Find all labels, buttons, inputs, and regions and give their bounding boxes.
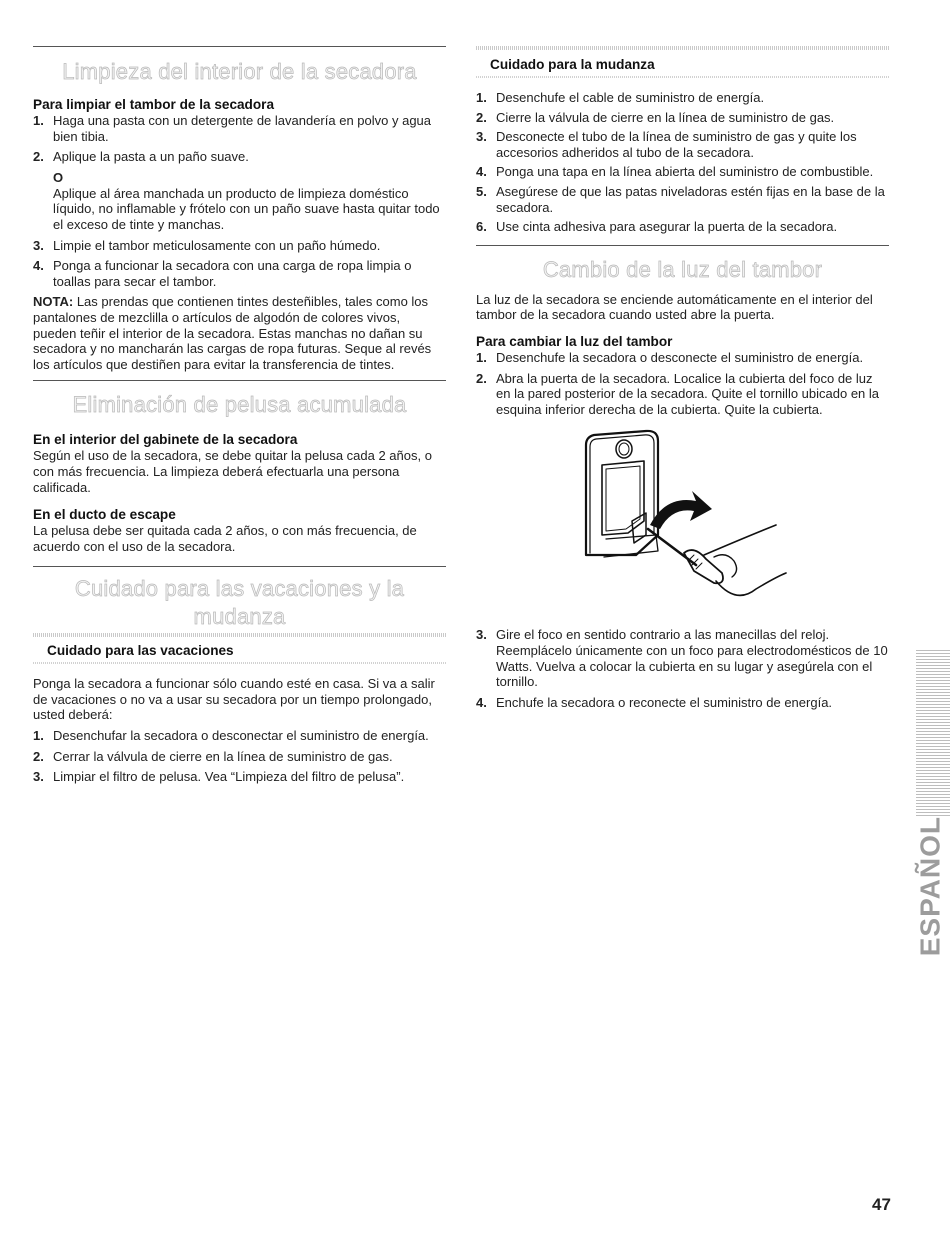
list-item: 1. Desenchufe el cable de suministro de energía. bbox=[476, 90, 765, 105]
alternative-step bbox=[33, 170, 446, 233]
light-cover-removal-icon bbox=[576, 425, 806, 615]
subheading-change-drum-light: Para cambiar la luz del tambor bbox=[476, 333, 673, 349]
clean-drum-steps bbox=[33, 113, 446, 165]
language-side-tab bbox=[916, 648, 950, 816]
list-item: 3. Gire el foco en sentido contrario a las manecillas del reloj. Reemplácelo únicamente con un foco para electrodomésticos de 10 Watts. Vuelva a colocar la cubierta en su lugar y asegúrela con el tornillo. bbox=[476, 627, 888, 690]
list-item: 3. Limpie el tambor meticulosamente con un paño húmedo. bbox=[33, 237, 381, 253]
list-item: 1. Haga una pasta con un detergente de lavandería en polvo y agua bien tibia. bbox=[33, 113, 432, 144]
note-paragraph: NOTA: Las prendas que contienen tintes desteñibles, tales como los pantalones de mezclilla o artículos de algodón de colores vivos, pueden teñir el interior de la secadora. Estas manchas no dañan su secadora y no mancharán las cargas de ropa futuras. Seque al revés los artículos que destiñen para evitar la transferencia de tintes. bbox=[33, 294, 432, 372]
list-item: 6. Use cinta adhesiva para asegurar la puerta de la secadora. bbox=[476, 219, 838, 235]
exhaust-duct-text: La pelusa debe ser quitada cada 2 años, o con más frecuencia, de acuerdo con el uso de la secadora. bbox=[33, 523, 417, 554]
list-item: 2. Abra la puerta de la secadora. Localice la cubierta del foco de luz en la pared posterior de la secadora. Quite el tornillo ubicado en la esquina inferior derecha de la cubierta. Quite la cubierta. bbox=[476, 370, 880, 417]
page-number: 47 bbox=[872, 1195, 891, 1214]
right-column bbox=[476, 46, 889, 710]
section-heading-lint-removal: Eliminación de pelusa acumulada bbox=[72, 392, 407, 418]
list-item: 2. Aplique la pasta a un paño suave. bbox=[33, 149, 249, 165]
drum-light-steps bbox=[476, 350, 889, 417]
clean-drum-steps-continued bbox=[33, 238, 446, 290]
subheading-cabinet-interior: En el interior del gabinete de la secadora bbox=[33, 432, 298, 448]
drum-light-steps-continued bbox=[476, 627, 889, 710]
list-item: 3. Desconecte el tubo de la línea de suministro de gas y quite los accesorios adheridos al tubo de la secadora. bbox=[476, 129, 857, 160]
subheading-vacation-care: Cuidado para las vacaciones bbox=[47, 643, 234, 659]
vacation-steps bbox=[33, 728, 446, 785]
list-item: 4. Ponga una tapa en la línea abierta del suministro de combustible. bbox=[476, 164, 874, 180]
cabinet-interior-text: Según el uso de la secadora, se debe quitar la pelusa cada 2 años, o con más frecuencia. La limpieza deberá efectuarla una persona calificada. bbox=[33, 448, 432, 495]
list-item: 3. Limpiar el filtro de pelusa. Vea “Limpieza del filtro de pelusa”. bbox=[33, 769, 405, 785]
note-label: NOTA: bbox=[33, 294, 74, 310]
subheading-moving-care: Cuidado para la mudanza bbox=[490, 57, 655, 72]
list-item: 1. Desenchufar la secadora o desconectar el suministro de energía. bbox=[33, 728, 429, 744]
language-tab-label: ESPAÑOL bbox=[914, 816, 945, 957]
section-heading-drum-light: Cambio de la luz del tambor bbox=[542, 256, 823, 282]
list-item: 4. Ponga a funcionar la secadora con una carga de ropa limpia o toallas para secar el tambor. bbox=[33, 258, 412, 289]
drum-light-intro: La luz de la secadora se enciende automáticamente en el interior del tambor de la secadora cuando usted abre la puerta. bbox=[476, 291, 873, 323]
subheading-exhaust-duct: En el ducto de escape bbox=[33, 507, 176, 523]
subheading-clean-drum: Para limpiar el tambor de la secadora bbox=[33, 97, 275, 112]
list-item: 2. Cerrar la válvula de cierre en la línea de suministro de gas. bbox=[33, 748, 393, 764]
or-label: O bbox=[53, 169, 64, 185]
list-item: 5. Asegúrese de que las patas niveladoras estén fijas en la base de la secadora. bbox=[476, 183, 885, 215]
section-heading-interior-cleaning: Limpieza del interior de la secadora bbox=[62, 59, 417, 84]
left-column bbox=[33, 46, 446, 785]
moving-steps bbox=[476, 90, 889, 235]
alternative-text: Aplique al área manchada un producto de limpieza doméstico líquido, no inflamable y frótelo con un paño suave hasta quitar todo el exceso de tinte y manchas. bbox=[53, 185, 440, 232]
light-cover-illustration bbox=[576, 425, 806, 615]
list-item: 4. Enchufe la secadora o reconecte el suministro de energía. bbox=[476, 694, 833, 710]
list-item: 1. Desenchufe la secadora o desconecte el suministro de energía. bbox=[476, 349, 864, 365]
section-heading-vacation-moving: Cuidado para las vacaciones y la mudanza bbox=[74, 576, 405, 630]
list-item: 2. Cierre la válvula de cierre en la línea de suministro de gas. bbox=[476, 109, 835, 125]
vacation-intro: Ponga la secadora a funcionar sólo cuando esté en casa. Si va a salir de vacaciones o no va a usar su secadora por un tiempo prolongado, usted deberá: bbox=[33, 676, 435, 723]
